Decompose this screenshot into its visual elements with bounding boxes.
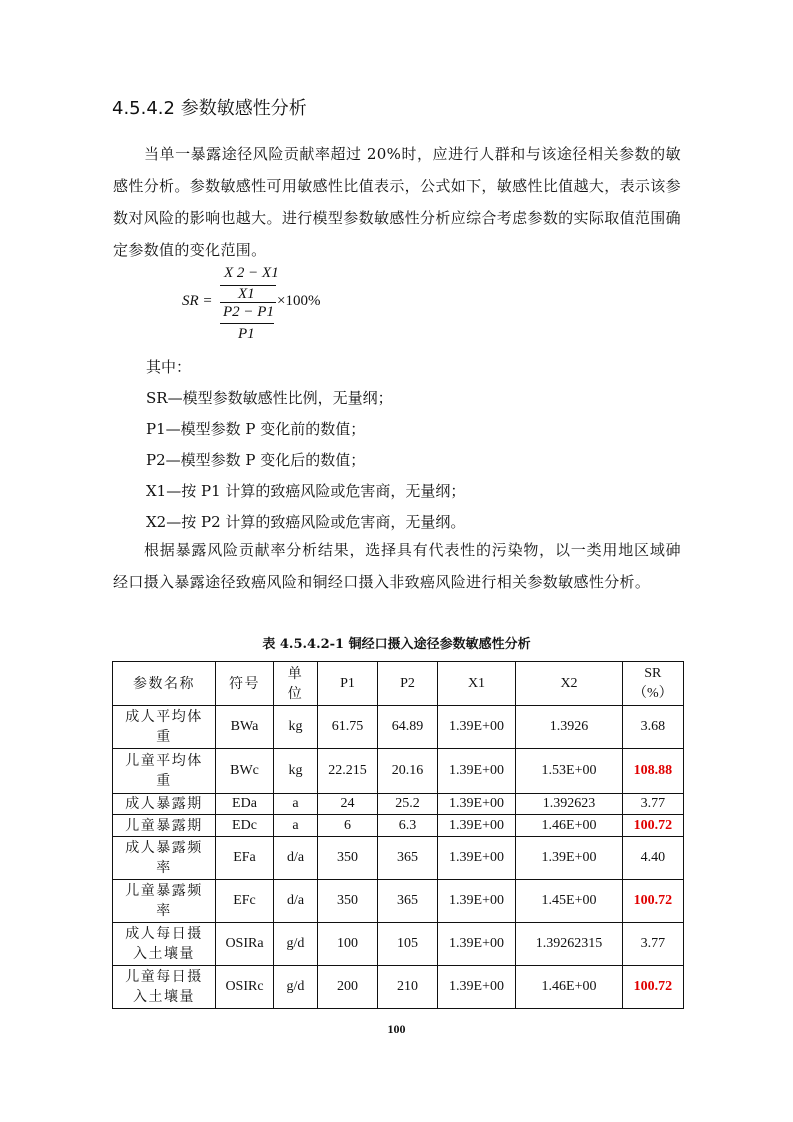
formula-lhs: SR = [182, 293, 213, 309]
intro-paragraph [113, 138, 681, 266]
sensitivity-table [112, 661, 684, 1009]
definition-p2: P2—模型参数 P 变化后的数值； [146, 451, 366, 469]
header-unit: 单位 [274, 662, 318, 706]
table-row [113, 815, 684, 837]
definition-sr: SR—模型参数敏感性比例，无量纲； [146, 389, 393, 407]
cell-unit: a [274, 794, 318, 815]
formula-den-rule [220, 323, 274, 324]
cell-p2: 365 [378, 837, 438, 880]
cell-x1: 1.39E+00 [438, 837, 516, 880]
cell-unit: kg [274, 706, 318, 749]
table-row [113, 923, 684, 966]
cell-name: 儿童平均体重 [113, 749, 216, 794]
cell-p2: 365 [378, 880, 438, 923]
cell-x2: 1.46E+00 [516, 966, 623, 1009]
definition-x1: X1—按 P1 计算的致癌风险或危害商，无量纲； [146, 482, 466, 500]
cell-x1: 1.39E+00 [438, 749, 516, 794]
formula-main-rule [220, 302, 276, 303]
sensitivity-formula [180, 262, 380, 348]
cell-x2: 1.3926 [516, 706, 623, 749]
cell-symbol: BWc [216, 749, 274, 794]
cell-symbol: EFc [216, 880, 274, 923]
table-row [113, 966, 684, 1009]
cell-p1: 350 [318, 880, 378, 923]
cell-x2: 1.45E+00 [516, 880, 623, 923]
header-x1: X1 [438, 662, 516, 706]
cell-x1: 1.39E+00 [438, 966, 516, 1009]
cell-p2: 25.2 [378, 794, 438, 815]
cell-name: 成人每日摄入土壤量 [113, 923, 216, 966]
cell-x1: 1.39E+00 [438, 815, 516, 837]
cell-name: 儿童每日摄入土壤量 [113, 966, 216, 1009]
analysis-text: 根据暴露风险贡献率分析结果，选择具有代表性的污染物，以一类用地区域砷经口摄入暴露途径致癌风险和铜经口摄入非致癌风险进行相关参数敏感性分析。 [113, 541, 681, 591]
cell-p1: 61.75 [318, 706, 378, 749]
formula-den-top: P2 − P1 [223, 304, 274, 320]
header-symbol: 符号 [216, 662, 274, 706]
formula-num-top: X 2 − X1 [224, 265, 279, 281]
page-number: 100 [387, 1022, 406, 1036]
cell-x2: 1.53E+00 [516, 749, 623, 794]
cell-x2: 1.392623 [516, 794, 623, 815]
cell-sr: 100.72 [623, 966, 684, 1009]
cell-p2: 105 [378, 923, 438, 966]
table-caption: 表 4.5.4.2-1 铜经口摄入途径参数敏感性分析 [262, 637, 531, 652]
table-body [113, 706, 684, 1009]
table-row [113, 794, 684, 815]
header-name: 参数名称 [113, 662, 216, 706]
definition-p1: P1—模型参数 P 变化前的数值； [146, 420, 366, 438]
cell-symbol: BWa [216, 706, 274, 749]
cell-symbol: EDc [216, 815, 274, 837]
table-row [113, 706, 684, 749]
formula-multiplier: ×100% [277, 293, 321, 309]
header-p1: P1 [318, 662, 378, 706]
cell-p2: 210 [378, 966, 438, 1009]
cell-p1: 350 [318, 837, 378, 880]
cell-symbol: OSIRa [216, 923, 274, 966]
analysis-paragraph [113, 534, 681, 598]
table-row [113, 837, 684, 880]
cell-sr: 4.40 [623, 837, 684, 880]
cell-name: 成人暴露频率 [113, 837, 216, 880]
cell-x1: 1.39E+00 [438, 880, 516, 923]
cell-name: 儿童暴露频率 [113, 880, 216, 923]
cell-name: 儿童暴露期 [113, 815, 216, 837]
header-x2: X2 [516, 662, 623, 706]
cell-p2: 20.16 [378, 749, 438, 794]
header-sr: SR（%） [623, 662, 684, 706]
table-header-row [113, 662, 684, 706]
table-row [113, 880, 684, 923]
cell-sr: 108.88 [623, 749, 684, 794]
header-p2: P2 [378, 662, 438, 706]
cell-p2: 64.89 [378, 706, 438, 749]
cell-p2: 6.3 [378, 815, 438, 837]
cell-x1: 1.39E+00 [438, 706, 516, 749]
formula-den-bottom: P1 [238, 326, 255, 342]
cell-sr: 3.77 [623, 794, 684, 815]
cell-x2: 1.46E+00 [516, 815, 623, 837]
cell-symbol: EDa [216, 794, 274, 815]
cell-name: 成人平均体重 [113, 706, 216, 749]
cell-sr: 100.72 [623, 815, 684, 837]
where-label: 其中： [146, 358, 192, 376]
cell-x1: 1.39E+00 [438, 794, 516, 815]
table-row [113, 749, 684, 794]
cell-x2: 1.39262315 [516, 923, 623, 966]
cell-sr: 3.77 [623, 923, 684, 966]
cell-unit: a [274, 815, 318, 837]
cell-p1: 6 [318, 815, 378, 837]
cell-p1: 200 [318, 966, 378, 1009]
section-heading: 4.5.4.2 参数敏感性分析 [112, 98, 307, 119]
cell-p1: 24 [318, 794, 378, 815]
cell-unit: g/d [274, 923, 318, 966]
cell-x1: 1.39E+00 [438, 923, 516, 966]
cell-unit: d/a [274, 880, 318, 923]
cell-sr: 100.72 [623, 880, 684, 923]
intro-text: 当单一暴露途径风险贡献率超过 20%时，应进行人群和与该途径相关参数的敏感性分析。参数敏感性可用敏感性比值表示，公式如下，敏感性比值越大，表示该参数对风险的影响也越大。进行模型参数敏感性分析应综合考虑参数的实际取值范围确定参数值的变化范围。 [113, 145, 681, 259]
formula-num-bottom: X1 [238, 286, 255, 302]
cell-symbol: OSIRc [216, 966, 274, 1009]
cell-name: 成人暴露期 [113, 794, 216, 815]
cell-sr: 3.68 [623, 706, 684, 749]
definition-x2: X2—按 P2 计算的致癌风险或危害商，无量纲。 [146, 513, 466, 531]
cell-unit: kg [274, 749, 318, 794]
cell-symbol: EFa [216, 837, 274, 880]
cell-x2: 1.39E+00 [516, 837, 623, 880]
cell-p1: 22.215 [318, 749, 378, 794]
cell-p1: 100 [318, 923, 378, 966]
cell-unit: d/a [274, 837, 318, 880]
cell-unit: g/d [274, 966, 318, 1009]
